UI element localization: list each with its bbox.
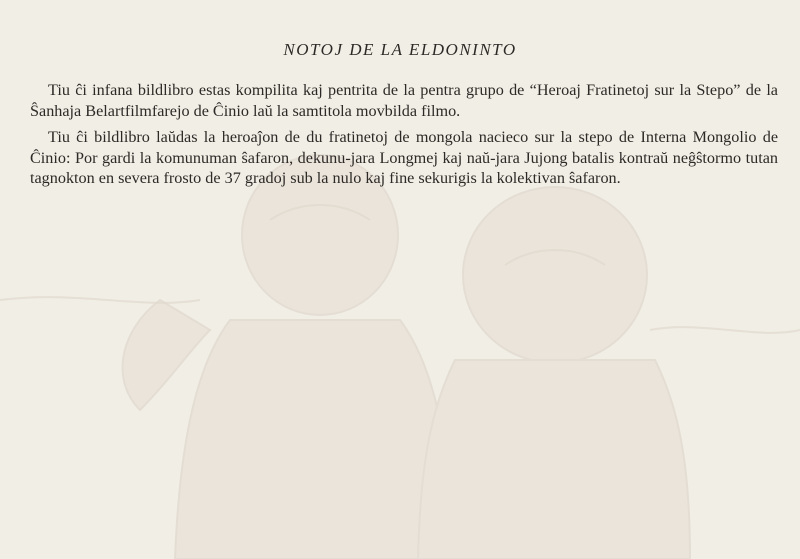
paragraph-intro: Tiu ĉi infana bildlibro estas kompilita kaj pentrita de la pentra grupo de “Heroaj Fratinetoj sur la Stepo” de la Ŝanhaja Belartfilmfarejo de Ĉinio laŭ la samtitola movbilda filmo. xyxy=(30,81,778,120)
right-figure-body xyxy=(418,360,690,559)
publisher-note-body xyxy=(30,80,778,195)
right-figure-head xyxy=(463,187,647,363)
left-figure-body xyxy=(175,320,455,559)
paragraph-story: Tiu ĉi bildlibro laŭdas la heroaĵon de du fratinetoj de mongola nacieco sur la stepo de Interna Mongolio de Ĉinio: Por gardi la komunuman ŝafaron, dekunu-jara Longmej kaj naŭ-jara Jujong batalis kontraŭ neĝŝtormo tutan tagnokton en severa frosto de 37 gradoj sub la nulo kaj fine sekurigis la kolektivan ŝafaron. xyxy=(30,128,778,187)
page-title: NOTOJ DE LA ELDONINTO xyxy=(283,40,517,59)
